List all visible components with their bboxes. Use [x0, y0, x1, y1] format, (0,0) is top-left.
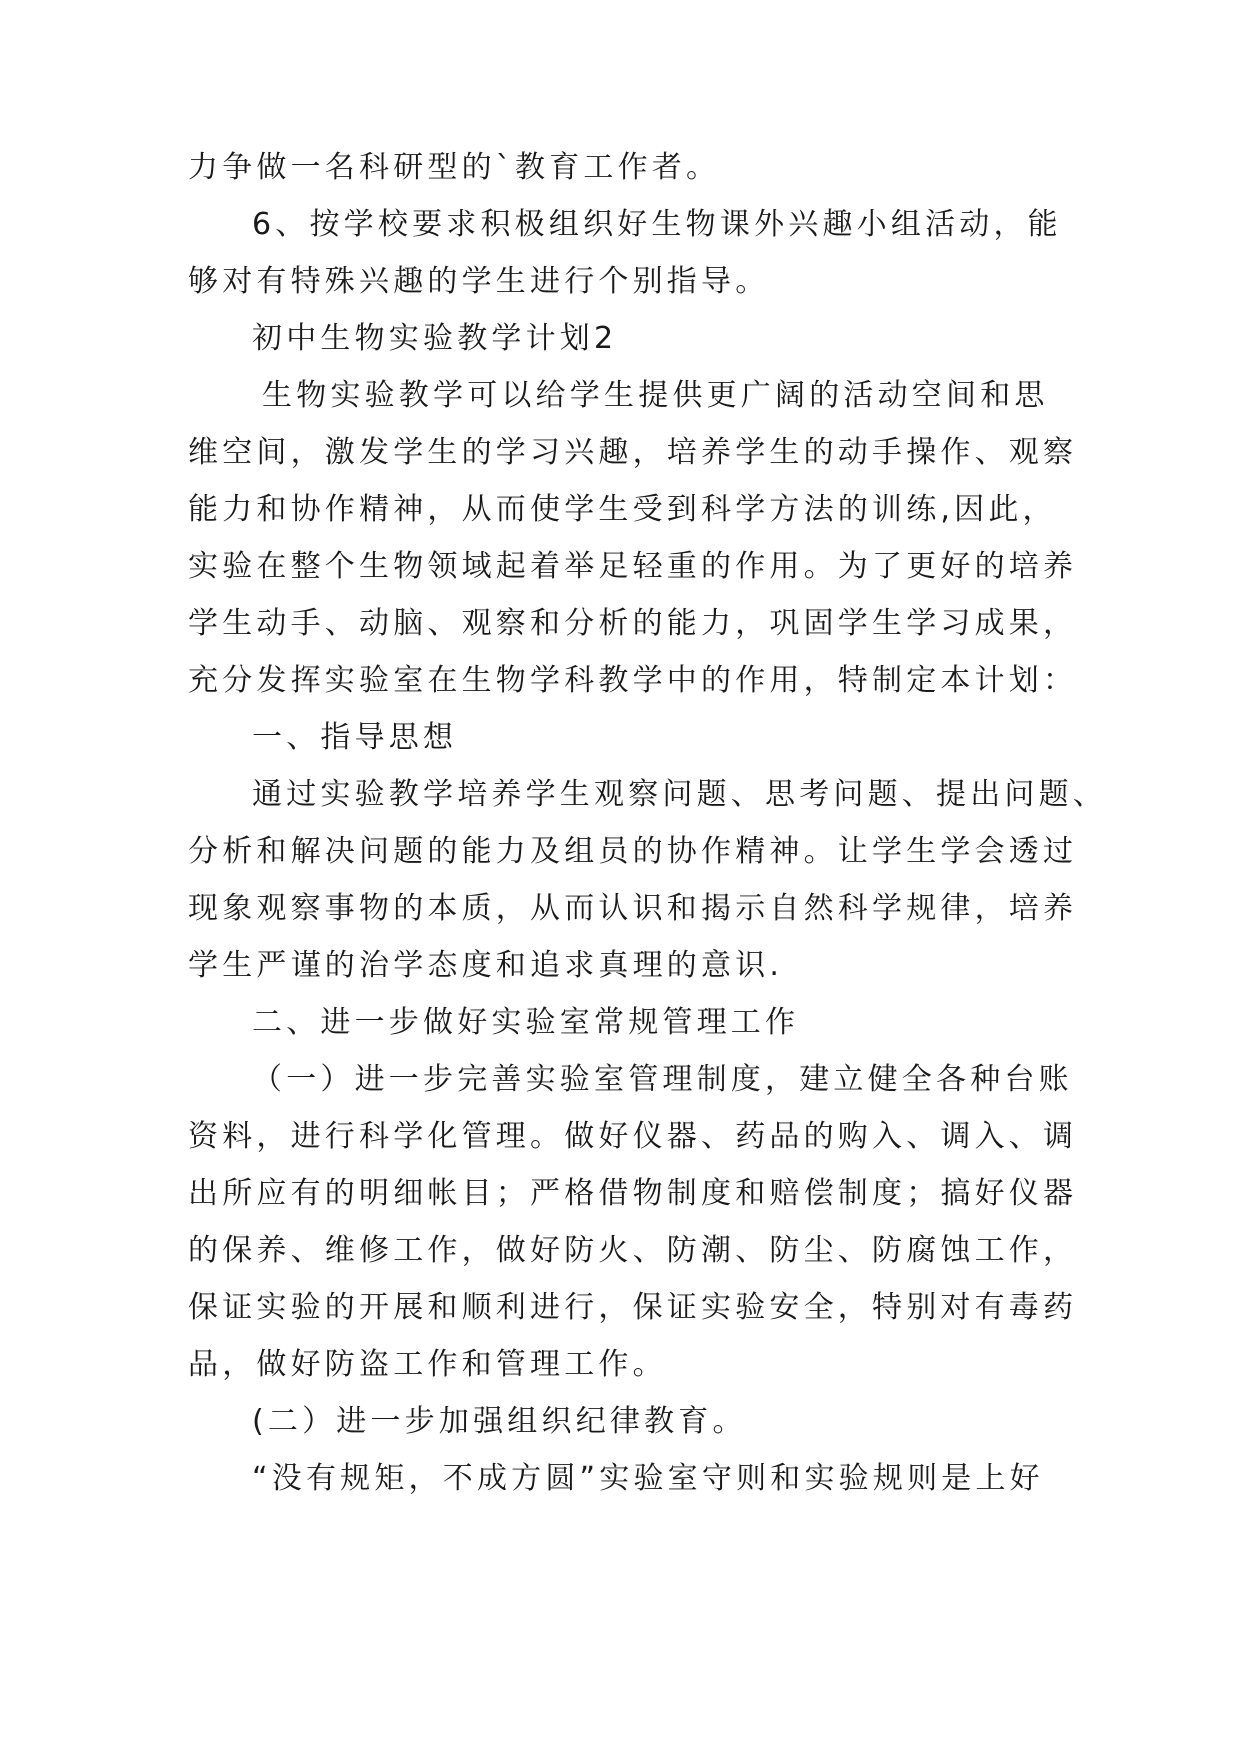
section-heading: 一、指导思想	[252, 720, 458, 755]
text-line: 生物实验教学可以给学生提供更广阔的活动空间和思	[262, 378, 1049, 413]
text-line: 保证实验的开展和顺利进行，保证实验安全，特别对有毒药	[188, 1290, 1078, 1325]
text-line: 品，做好防盗工作和管理工作。	[188, 1347, 667, 1382]
text-line: 力争做一名科研型的`教育工作者。	[188, 150, 721, 185]
text-line: 的保养、维修工作，做好防火、防潮、防尘、防腐蚀工作，	[188, 1233, 1078, 1268]
text-line: “没有规矩，不成方圆”实验室守则和实验规则是上好	[252, 1461, 1044, 1496]
text-line: 6、按学校要求积极组织好生物课外兴趣小组活动，能	[252, 207, 1062, 242]
text-line: 现象观察事物的本质，从而认识和揭示自然科学规律，培养	[188, 891, 1078, 926]
text-line: 资料，进行科学化管理。做好仪器、药品的购入、调入、调	[188, 1119, 1078, 1154]
text-line: （一）进一步完善实验室管理制度，建立健全各种台账	[252, 1062, 1073, 1097]
text-line: 能力和协作精神，从而使学生受到科学方法的训练,因此，	[188, 492, 1057, 527]
text-line: 学生动手、动脑、观察和分析的能力，巩固学生学习成果，	[188, 606, 1078, 641]
section-heading: 二、进一步做好实验室常规管理工作	[252, 1005, 800, 1040]
text-line: 学生严谨的治学态度和追求真理的意识.	[188, 948, 784, 983]
section-heading: 初中生物实验教学计划2	[252, 321, 618, 356]
text-line: 通过实验教学培养学生观察问题、思考问题、提出问题、	[252, 777, 1107, 812]
text-line: 维空间，激发学生的学习兴趣，培养学生的动手操作、观察	[188, 435, 1078, 470]
text-line: 实验在整个生物领域起着举足轻重的作用。为了更好的培养	[188, 549, 1078, 584]
text-line: 够对有特殊兴趣的学生进行个别指导。	[188, 264, 770, 299]
text-line: 分析和解决问题的能力及组员的协作精神。让学生学会透过	[188, 834, 1078, 869]
subsection-heading: (二）进一步加强组织纪律教育。	[252, 1404, 747, 1439]
text-line: 出所应有的明细帐目；严格借物制度和赔偿制度；搞好仪器	[188, 1176, 1078, 1211]
text-line: 充分发挥实验室在生物学科教学中的作用，特制定本计划：	[188, 663, 1078, 698]
